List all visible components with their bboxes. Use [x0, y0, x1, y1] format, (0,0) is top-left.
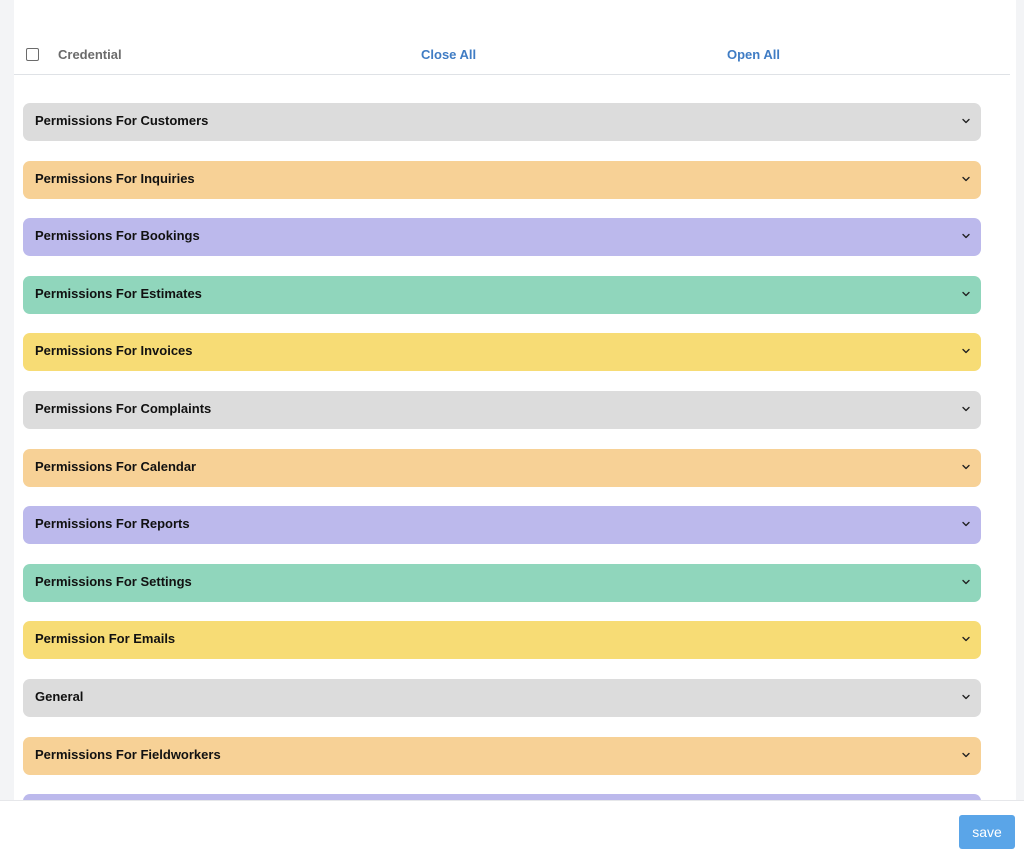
open-all-link[interactable]: Open All [727, 47, 780, 62]
chevron-down-icon[interactable] [961, 289, 971, 299]
accordion-label: Permissions For Customers [35, 113, 209, 128]
chevron-down-icon[interactable] [961, 116, 971, 126]
accordion-item[interactable] [23, 564, 981, 602]
accordion-label: Permissions For Invoices [35, 343, 193, 359]
chevron-down-icon[interactable] [961, 174, 971, 184]
footer-bar [0, 800, 1024, 868]
credential-header-row [14, 36, 1010, 75]
chevron-down-icon[interactable] [961, 577, 971, 587]
accordion-label: Permissions For Reports [35, 516, 190, 532]
accordion-label: Permissions For Settings [35, 573, 192, 589]
accordion-item[interactable] [23, 737, 981, 775]
accordion-label: Permissions For Fieldworkers [35, 746, 221, 762]
credentials-panel [14, 0, 1016, 800]
accordion-item[interactable] [23, 218, 981, 256]
accordion-item[interactable] [23, 161, 981, 199]
permissions-accordion-list [23, 103, 981, 800]
chevron-down-icon[interactable] [961, 692, 971, 702]
chevron-down-icon[interactable] [961, 462, 971, 472]
chevron-down-icon[interactable] [961, 519, 971, 529]
chevron-down-icon[interactable] [961, 404, 971, 414]
accordion-item[interactable] [23, 276, 981, 314]
accordion-label: Permissions For Bookings [35, 228, 200, 244]
chevron-down-icon[interactable] [961, 750, 971, 760]
chevron-down-icon[interactable] [961, 231, 971, 241]
accordion-label: General [35, 688, 84, 704]
accordion-item[interactable] [23, 506, 981, 544]
accordion-item[interactable] [23, 621, 981, 659]
accordion-label: Permissions For Estimates [35, 285, 202, 301]
accordion-label: Permissions For Complaints [35, 400, 212, 416]
accordion-item[interactable] [23, 679, 981, 717]
accordion-item[interactable] [23, 103, 981, 141]
accordion-item[interactable] [23, 333, 981, 371]
accordion-item[interactable] [23, 391, 981, 429]
select-all-checkbox[interactable] [26, 48, 39, 61]
chevron-down-icon[interactable] [961, 634, 971, 644]
accordion-item[interactable] [23, 449, 981, 487]
accordion-label: Permissions For Inquiries [35, 170, 195, 186]
credential-label: Credential [58, 47, 122, 62]
close-all-link[interactable]: Close All [421, 47, 477, 62]
accordion-label: Permission For Emails [35, 631, 176, 647]
chevron-down-icon[interactable] [961, 346, 971, 356]
save-button[interactable]: save [959, 815, 1015, 849]
accordion-label: Permissions For Calendar [35, 458, 197, 474]
